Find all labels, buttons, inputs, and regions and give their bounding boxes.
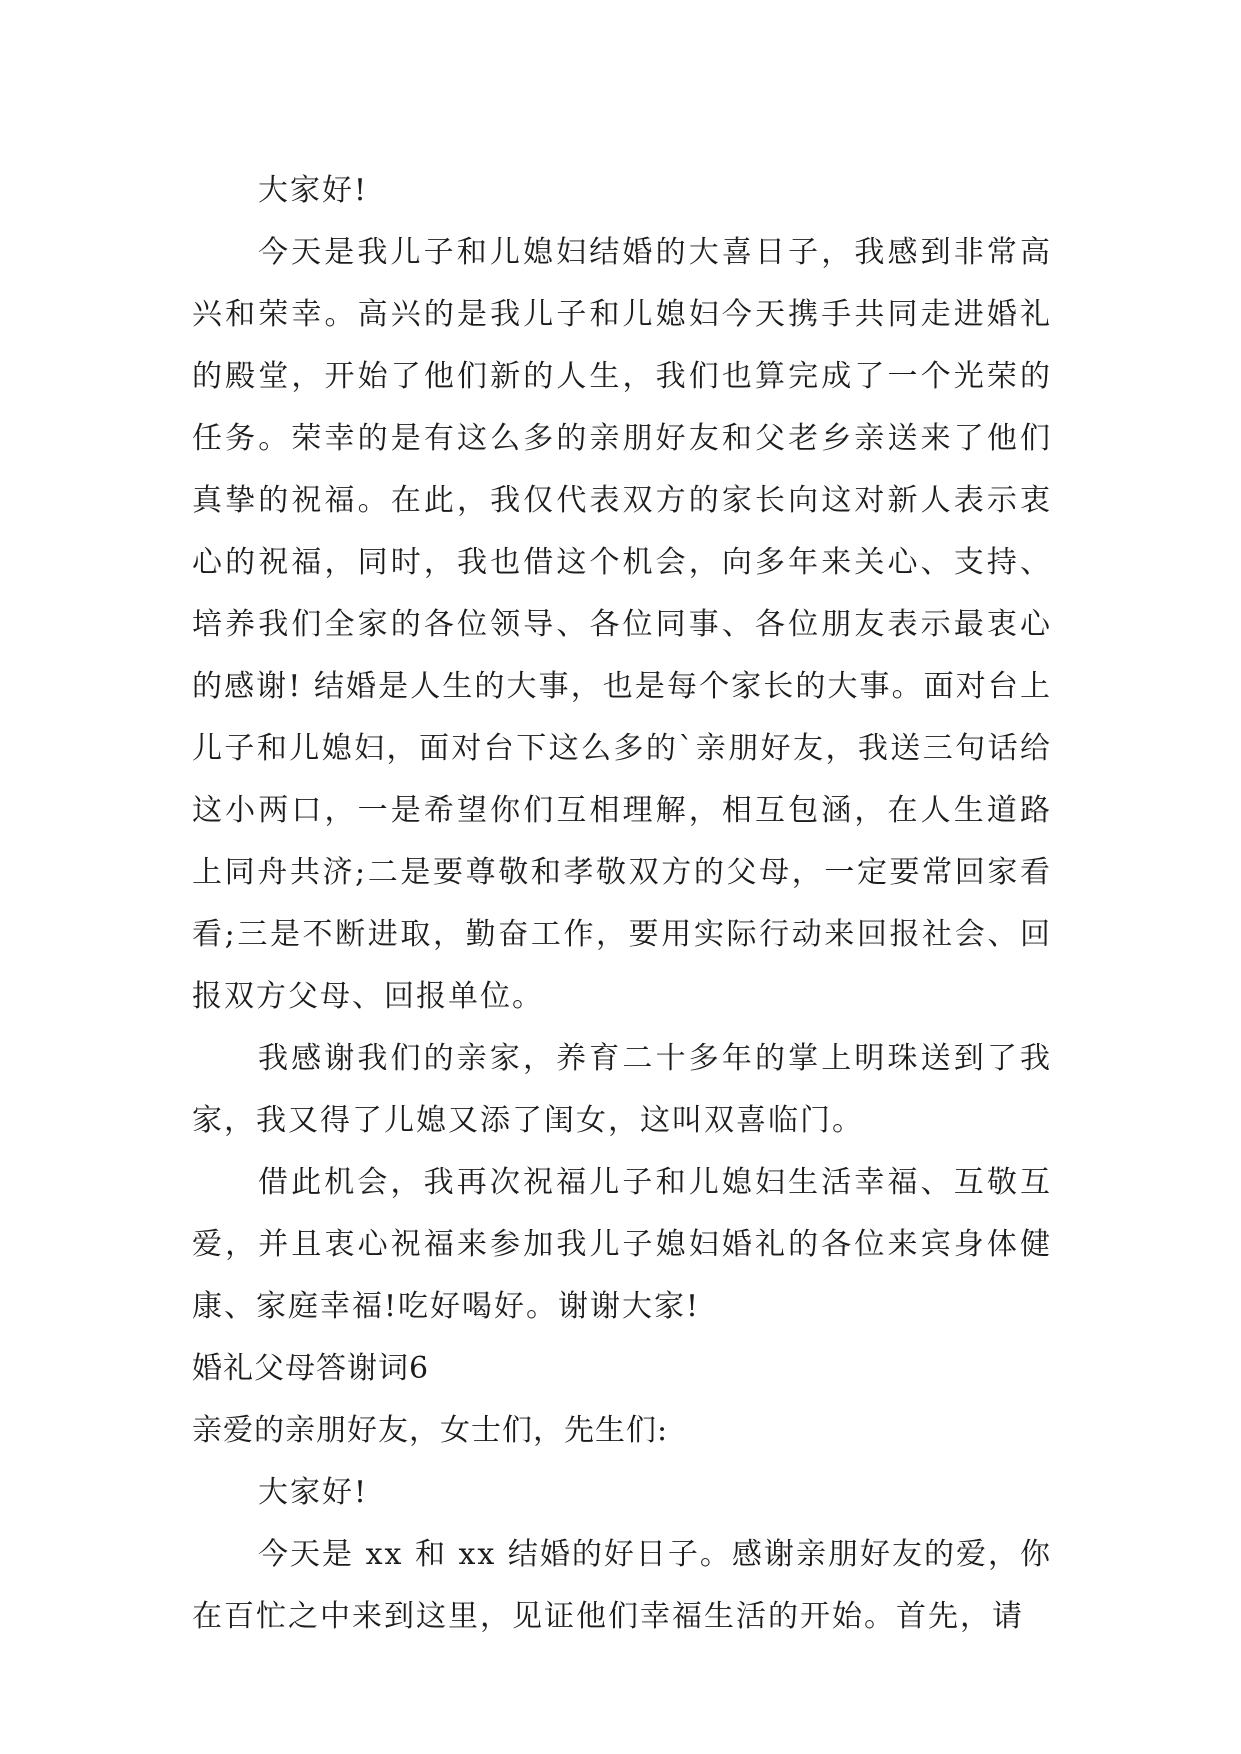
section-title: 婚礼父母答谢词6	[192, 1351, 430, 1386]
greeting-paragraph: 大家好!	[258, 173, 369, 208]
opening-paragraph: 今天是 xx 和 xx 结婚的好日子。感谢亲朋好友的爱，你在百忙之中来到这里，见证他们幸福生活的开始。首先，请	[192, 1537, 1052, 1634]
blessing-paragraph: 借此机会，我再次祝福儿子和儿媳妇生活幸福、互敬互爱，并且衷心祝福来参加我儿子媳妇婚礼的各位来宾身体健康、家庭幸福!吃好喝好。谢谢大家!	[192, 1165, 1052, 1324]
greeting-paragraph-2: 大家好!	[258, 1475, 369, 1510]
salutation: 亲爱的亲朋好友，女士们，先生们:	[192, 1413, 669, 1448]
speech-paragraph: 今天是我儿子和儿媳妇结婚的大喜日子，我感到非常高兴和荣幸。高兴的是我儿子和儿媳妇今天携手共同走进婚礼的殿堂，开始了他们新的人生，我们也算完成了一个光荣的任务。荣幸的是有这么多的亲朋好友和父老乡亲送来了他们真挚的祝福。在此，我仅代表双方的家长向这对新人表示衷心的祝福，同时，我也借这个机会，向多年来关心、支持、培养我们全家的各位领导、各位同事、各位朋友表示最衷心的感谢! 结婚是人生的大事，也是每个家长的大事。面对台上儿子和儿媳妇，面对台下这么多的`亲朋好友，我送三句话给这小两口，一是希望你们互相理解，相互包涵，在人生道路上同舟共济;二是要尊敬和孝敬双方的父母，一定要常回家看看;三是不断进取，勤奋工作，要用实际行动来回报社会、回报双方父母、回报单位。	[192, 235, 1052, 1014]
thanks-paragraph: 我感谢我们的亲家，养育二十多年的掌上明珠送到了我家，我又得了儿媳又添了闺女，这叫双喜临门。	[192, 1041, 1052, 1138]
document-body	[192, 160, 1052, 1648]
